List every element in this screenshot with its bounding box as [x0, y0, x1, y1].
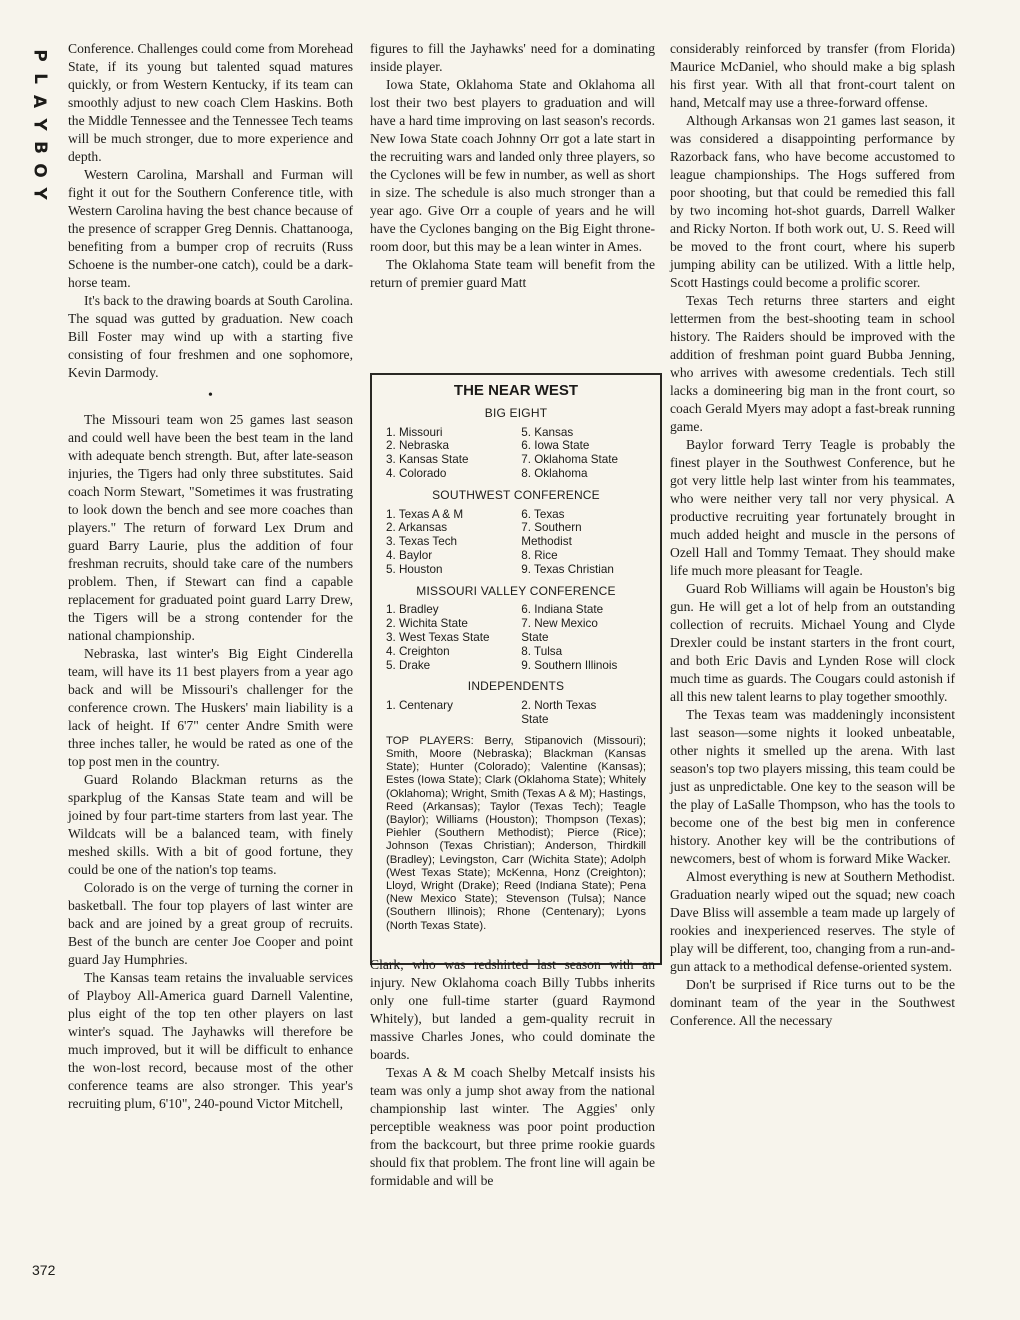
- ranking-item: 2. Arkansas: [386, 521, 448, 535]
- tab-letter: P: [29, 49, 50, 62]
- paragraph: Almost everything is new at Southern Methodist. Graduation nearly wiped out the squad; new coach Dave Bliss will assemble a team made up largely of rookies and inexperienced reserves. The style of play will be different, too, changing from a run-and-gun attack to a methodical defense-oriented system.: [670, 869, 955, 974]
- paragraph: Nebraska, last winter's Big Eight Cinderella team, will have its 11 best players from a year ago back and will be Missouri's challenger for the conference crown. The Huskers' main liability is a lack of height. If 6'7" center Andre Smith were three inches taller, he would be rated as one of the top post men in the country.: [68, 646, 353, 769]
- tab-letter: A: [29, 94, 50, 109]
- ranking-item: 1. Bradley: [386, 603, 439, 617]
- ranking-item: 9. Southern Illinois: [521, 658, 618, 672]
- ranking-item: 7. Southern Methodist: [521, 521, 606, 549]
- ranking-item: 9. Texas Christian: [521, 562, 614, 576]
- ranking-item: 1. Texas A & M: [386, 507, 464, 521]
- ranking-item: 1. Missouri: [386, 425, 443, 439]
- ranking-item: 6. Iowa State: [521, 439, 590, 453]
- ranking-item: 4. Creighton: [386, 644, 450, 658]
- text-column-2-top: [370, 40, 655, 292]
- paragraph: Although Arkansas won 21 games last season, it was considered a disappointing performance by Razorback fans, who have become accustomed to league championships. The Hogs suffered from poor shooting, but that could be remedied this fall by two incoming hot-shot guards, Darrell Walker and Ricky Norton. If both work out, U. S. Reed will be moved to the front court, where his superb jumping ability can be utilized. With a little help, Scott Hastings could become a prolific scorer.: [670, 113, 955, 290]
- ranking-item: 8. Tulsa: [521, 644, 563, 658]
- ranking-item: 8. Oklahoma: [521, 466, 588, 480]
- paragraph: Guard Rob Williams will again be Houston's big gun. He will get a lot of help from an outstanding collection of recruits. Michael Young and Clyde Drexler could be instant starters in the front court, and both Eric Davis and Lynden Rose will clock much time as guards. The Cougars could astonish if all this new talent learns to play together smoothly.: [670, 581, 955, 704]
- ranking-item: 1. Centenary: [386, 699, 453, 713]
- conference-heading: MISSOURI VALLEY CONFERENCE: [416, 583, 616, 598]
- conference-heading: INDEPENDENTS: [467, 679, 565, 694]
- text-column-1: [68, 40, 353, 1113]
- paragraph: figures to fill the Jayhawks' need for a dominating inside player.: [370, 41, 655, 74]
- section-bullet: •: [208, 388, 213, 403]
- conference-rankings: [386, 699, 646, 727]
- conference-heading: BIG EIGHT: [484, 405, 548, 420]
- conference-rankings: [386, 603, 646, 672]
- paragraph: Iowa State, Oklahoma State and Oklahoma all lost their two best players to graduation and will have a hard time improving on last season's records. New Iowa State coach Johnny Orr got a late start in the recruiting wars and landed only three players, so the Cyclones will be few in number, as well as short in size. The schedule is also much stronger than a year ago. Give Orr a couple of years and he will have the Cyclones banging on the Big Eight throne-room door, but this may be a lean winter in Ames.: [370, 77, 655, 254]
- text-column-3: [670, 40, 955, 1030]
- ranking-item: 3. West Texas State: [386, 630, 490, 644]
- conference-rankings: [386, 426, 646, 481]
- ranking-item: 6. Texas: [521, 507, 565, 521]
- ranking-item: 2. Wichita State: [386, 617, 468, 631]
- paragraph: Don't be surprised if Rice turns out to be the dominant team of the year in the Southwest Conference. All the necessary: [670, 977, 955, 1028]
- paragraph: Baylor forward Terry Teagle is probably the finest player in the Southwest Conference, but he got very little help last winter from his teammates, who were neither very tall nor very physical. A productive recruiting year fortunately brought in much added height and muscle in the persons of Ozell Hall and Tommy Temaat. They should make life much more pleasant for Teagle.: [670, 437, 955, 578]
- paragraph: Texas A & M coach Shelby Metcalf insists his team was only a jump shot away from the national championship last winter. The Aggies' only perceptible weakness was poor point production from the backcourt, but three prime rookie guards should fix that problem. The front line will again be formidable and will be: [370, 1065, 655, 1188]
- tab-letter: L: [29, 73, 50, 84]
- tab-letter: Y: [29, 118, 50, 131]
- ranking-item: 4. Baylor: [386, 548, 433, 562]
- paragraph: The Oklahoma State team will benefit from the return of premier guard Matt: [370, 257, 655, 290]
- sidebar-title: THE NEAR WEST: [453, 382, 579, 399]
- ranking-item: 5. Kansas: [521, 425, 574, 439]
- text-column-2-bottom: [370, 956, 655, 1190]
- ranking-item: 5. Houston: [386, 562, 443, 576]
- tab-letter: Y: [29, 187, 50, 200]
- ranking-item: 5. Drake: [386, 658, 431, 672]
- ranking-item: 6. Indiana State: [521, 603, 604, 617]
- ranking-item: 7. Oklahoma State: [521, 453, 619, 467]
- ranking-item: 8. Rice: [521, 548, 558, 562]
- conference-rankings: [386, 508, 646, 577]
- paragraph: Clark, who was redshirted last season with an injury. New Oklahoma coach Billy Tubbs inherits only one full-time starter (guard Raymond Whitely), but landed a gem-quality recruit in massive Charles Jones, who could dominate the boards.: [370, 957, 655, 1062]
- paragraph: It's back to the drawing boards at South Carolina. The squad was gutted by graduation. New coach Bill Foster may wind up with a starting five consisting of four freshmen and one sophomore, Kevin Darmody.: [68, 293, 353, 380]
- paragraph: Colorado is on the verge of turning the corner in basketball. The four top players of last winter are back and are joined by a great group of recruits. Best of the bunch are center Joe Cooper and point guard Jay Humphries.: [68, 880, 353, 967]
- paragraph: Western Carolina, Marshall and Furman will fight it out for the Southern Conference title, with Western Carolina having the best chance because of the presence of scrapper Greg Dennis. Chattanooga, benefiting from a bumper crop of recruits (Russ Schoene is the number-one catch), could be a dark-horse team.: [68, 167, 353, 290]
- paragraph: considerably reinforced by transfer (from Florida) Maurice McDaniel, who should make a big splash his first year. With all that front-court talent on hand, Metcalf may use a three-forward offense.: [670, 41, 955, 110]
- near-west-rankings-box: [370, 373, 662, 965]
- ranking-item: 3. Texas Tech: [386, 535, 458, 549]
- ranking-item: 7. New Mexico State: [521, 617, 622, 644]
- paragraph: Texas Tech returns three starters and eight lettermen from the best-shooting team in school history. The Raiders should be improved with the addition of freshman point guard Bubba Jenning, who arrives with awesome credentials. Tech still lacks a domineering big man in the front court, so coach Gerald Myers may adopt a fast-break running game.: [670, 293, 955, 434]
- ranking-item: 3. Kansas State: [386, 453, 469, 467]
- paragraph: Conference. Challenges could come from Morehead State, if its young but talented squad matures quickly, or from Western Kentucky, if its team can smoothly adjust to new coach Clem Haskins. Both the Middle Tennessee and the Tennessee Tech teams will be much stronger, due to more experience and depth.: [68, 41, 353, 164]
- conference-heading: SOUTHWEST CONFERENCE: [432, 487, 600, 502]
- ranking-item: 4. Colorado: [386, 466, 447, 480]
- ranking-item: 2. Nebraska: [386, 439, 450, 453]
- paragraph: Guard Rolando Blackman returns as the sparkplug of the Kansas State team and will be joined by four part-time starters from last year. The Wildcats will be a balanced team, with finely meshed skills. With a bit of good fortune, they could be one of the nation's top teams.: [68, 772, 353, 877]
- top-players-list: TOP PLAYERS: Berry, Stipanovich (Missouri); Smith, Moore (Nebraska); Blackman (Kansas State); Hunter (Colorado); Valentine (Kansas); Estes (Iowa State); Clark (Oklahoma State); Whitely (Oklahoma); Wright, Smith (Texas A & M); Hastings, Reed (Arkansas); Taylor (Texas Tech); Teagle (Baylor); Williams (Houston); Thompson (Texas); Piehler (Southern Methodist); Pierce (Rice); Johnson (Texas Christian); Anderson, Thirdkill (Bradley); Levingston, Carr (Wichita State); Adolph (West Texas State); McKenna, Honz (Creighton); Lloyd, Wright (Drake); Reed (Indiana State); Pena (New Mexico State); Stevenson (Tulsa); Nance (Southern Illinois); Rhone (Centenary); Lyons (North Texas State).: [386, 734, 646, 932]
- page-number: 372: [32, 1262, 56, 1278]
- paragraph: The Missouri team won 25 games last season and could well have been the best team in the land with adequate bench strength. But, after late-season injuries, the Tigers had only three substitutes. Said coach Norm Stewart, "Sometimes it was frustrating to look down the bench and see more coaches than players." The return of forward Lex Drum and guard Barry Laurie, plus the addition of four freshman recruits, should take care of the numbers problem. Then, if Stewart can find a capable replacement for graduated point guard Larry Drew, the Tigers will be a strong contender for the national championship.: [68, 412, 353, 643]
- paragraph: The Texas team was maddeningly inconsistent last season—some nights it looked unbeatable, other nights it smelled up the arena. With last season's top two players missing, this team could be just as unpredictable. One key to the season will be the play of LaSalle Thompson, who has the tools to become one of the best big men in conference history. Another key will be the contributions of newcomers, best of whom is forward Mike Wacker.: [670, 707, 955, 866]
- tab-letter: O: [29, 163, 50, 178]
- ranking-item: 2. North Texas State: [521, 699, 620, 726]
- tab-letter: B: [29, 141, 50, 154]
- paragraph: The Kansas team retains the invaluable services of Playboy All-America guard Darnell Valentine, plus eight of the top ten other players on last winter's squad. The Jayhawks will therefore be much improved, but it will be difficult to enhance the won-lost record, because most of the other conference teams are also stronger. This year's recruiting plum, 6'10", 240-pound Victor Mitchell,: [68, 970, 353, 1111]
- magazine-name-tab: [26, 44, 52, 205]
